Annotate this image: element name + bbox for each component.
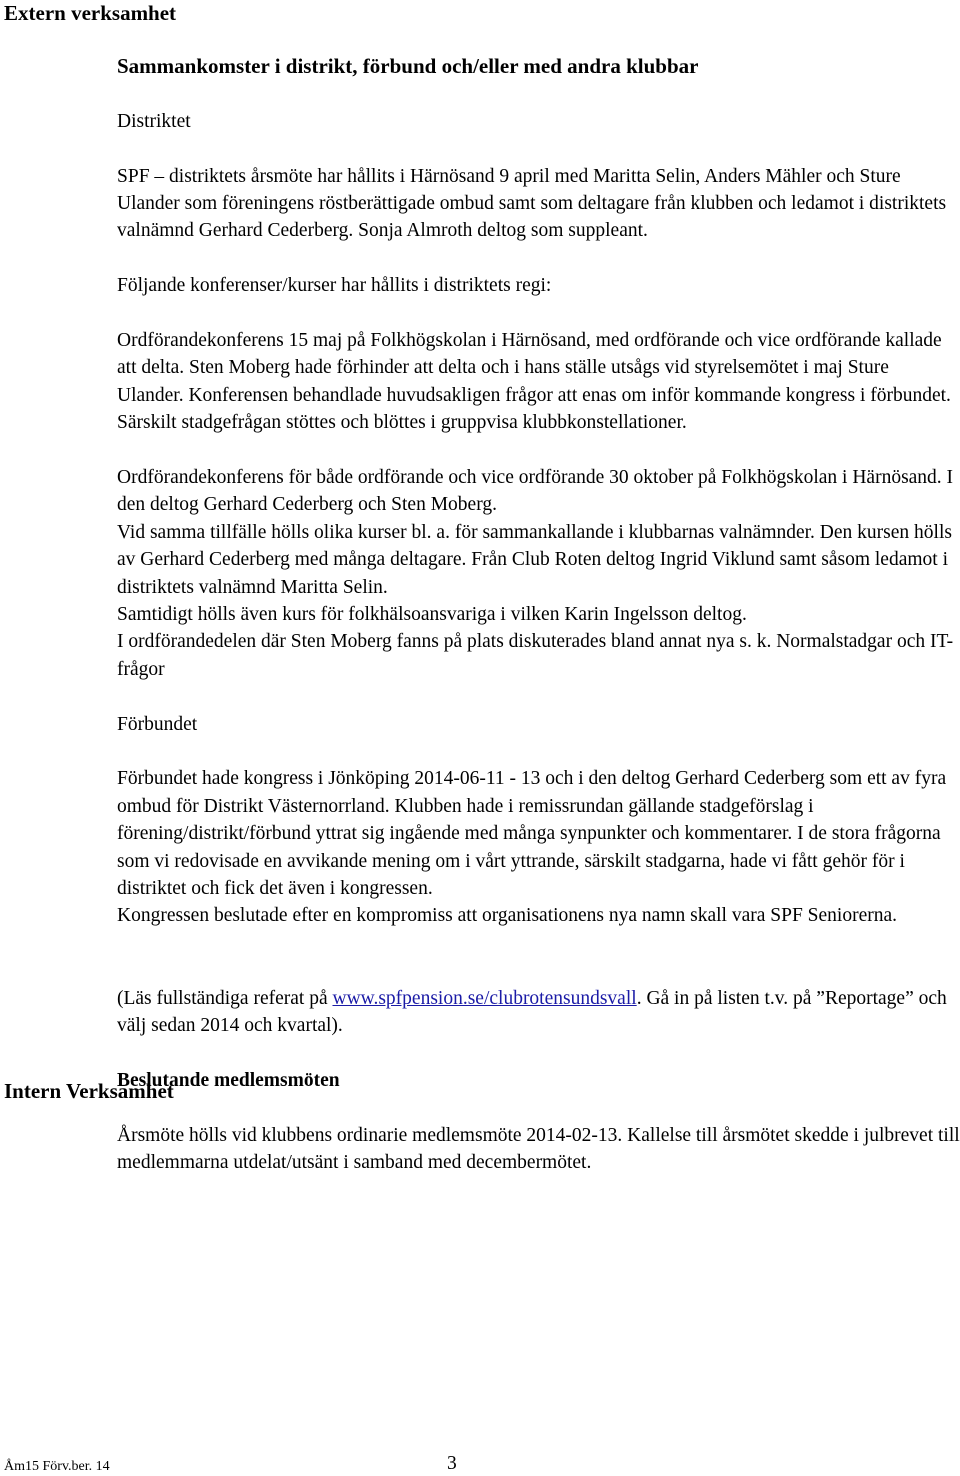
footer-doc-ref: Åm15 Förv.ber. 14 xyxy=(4,1459,110,1474)
referat-prefix: (Läs fullständiga referat på xyxy=(117,987,333,1009)
paragraph-kongressen: Kongressen beslutade efter en kompromiss att organisationens nya namn skall vara SPF Seniorerna. xyxy=(117,905,898,927)
spfpension-link[interactable]: www.spfpension.se/clubrotensundsvall xyxy=(332,987,637,1009)
paragraph-kurser: Vid samma tillfälle hölls olika kurser bl. a. för sammankallande i klubbarnas valnämnder. Den kursen hölls av Gerhard Cederberg med många deltagare. Från Club Roten deltog Ingrid Viklund samt såsom ledamot i distriktets valnämnd Maritta Selin. xyxy=(117,521,952,598)
label-forbundet: Förbundet xyxy=(117,713,198,735)
section-heading-intern: Intern Verksamhet xyxy=(4,1079,174,1103)
paragraph-ordforandekonferens-maj: Ordförandekonferens 15 maj på Folkhögskolan i Härnösand, med ordförande och vice ordförande kallade att delta. Sten Moberg hade förhinder att delta och i hans ställe utsågs vid styrelsemötet i maj Sture Ulander. Konferensen behandlade huvudsakligen frågor att enas om inför kommande kongress i förbundet. Särskilt stadgefrågan stöttes och blöttes i gruppvisa klubbkonstellationer. xyxy=(117,330,951,434)
paragraph-normalstadgar: I ordförandedelen där Sten Moberg fanns på plats diskuterades bland annat nya s. k. Normalstadgar och IT-frågor xyxy=(117,631,954,680)
referat-suffix: . Gå in på listen t.v. på ”Reportage” och välj sedan 2014 och kvartal). xyxy=(117,987,947,1037)
footer-page-number: 3 xyxy=(447,1453,457,1474)
paragraph-konferenser-intro: Följande konferenser/kurser har hållits i distriktets regi: xyxy=(117,275,552,297)
paragraph-referat xyxy=(117,985,960,1040)
paragraph-distriktet: SPF – distriktets årsmöte har hållits i Härnösand 9 april med Maritta Selin, Anders Mähler och Sture Ulander som föreningens röstberättigade ombud samt som deltagare från klubben och ledamot i distriktets valnämnd Gerhard Cederberg. Sonja Almroth deltog som suppleant. xyxy=(117,165,947,242)
paragraph-ordforandekonferens-oktober: Ordförandekonferens för både ordförande och vice ordförande 30 oktober på Folkhögskolan i Härnösand. I den deltog Gerhard Cederberg och Sten Moberg. xyxy=(117,467,954,516)
paragraph-folkhalsa: Samtidigt hölls även kurs för folkhälsoansvariga i vilken Karin Ingelsson deltog. xyxy=(117,604,747,626)
label-distriktet: Distriktet xyxy=(117,110,191,132)
paragraph-forbundet: Förbundet hade kongress i Jönköping 2014-06-11 - 13 och i den deltog Gerhard Cederberg som ett av fyra ombud för Distrikt Västernorrland. Klubben hade i remissrundan gällande stadgeförslag i förening/distrikt/förbund yttrat sig ingående med många synpunkter och kommentarer. I de stora frågorna som vi redovisade en avvikande mening om i vårt yttrande, särskilt stadgarna, hade vi fått gehör för i distriktet och fick det även i kongressen. xyxy=(117,768,947,900)
section-heading-extern: Extern verksamhet xyxy=(4,1,177,25)
subheading-sammankomster: Sammankomster i distrikt, förbund och/eller med andra klubbar xyxy=(117,54,699,78)
subheading-beslutande-medlemsmoten: Beslutande medlemsmöten xyxy=(117,1069,340,1091)
paragraph-arsmote: Årsmöte hölls vid klubbens ordinarie medlemsmöte 2014-02-13. Kallelse till årsmötet skedde i julbrevet till medlemmarna utdelat/utsänt i samband med decembermötet. xyxy=(117,1124,960,1174)
main-content xyxy=(117,53,960,1176)
